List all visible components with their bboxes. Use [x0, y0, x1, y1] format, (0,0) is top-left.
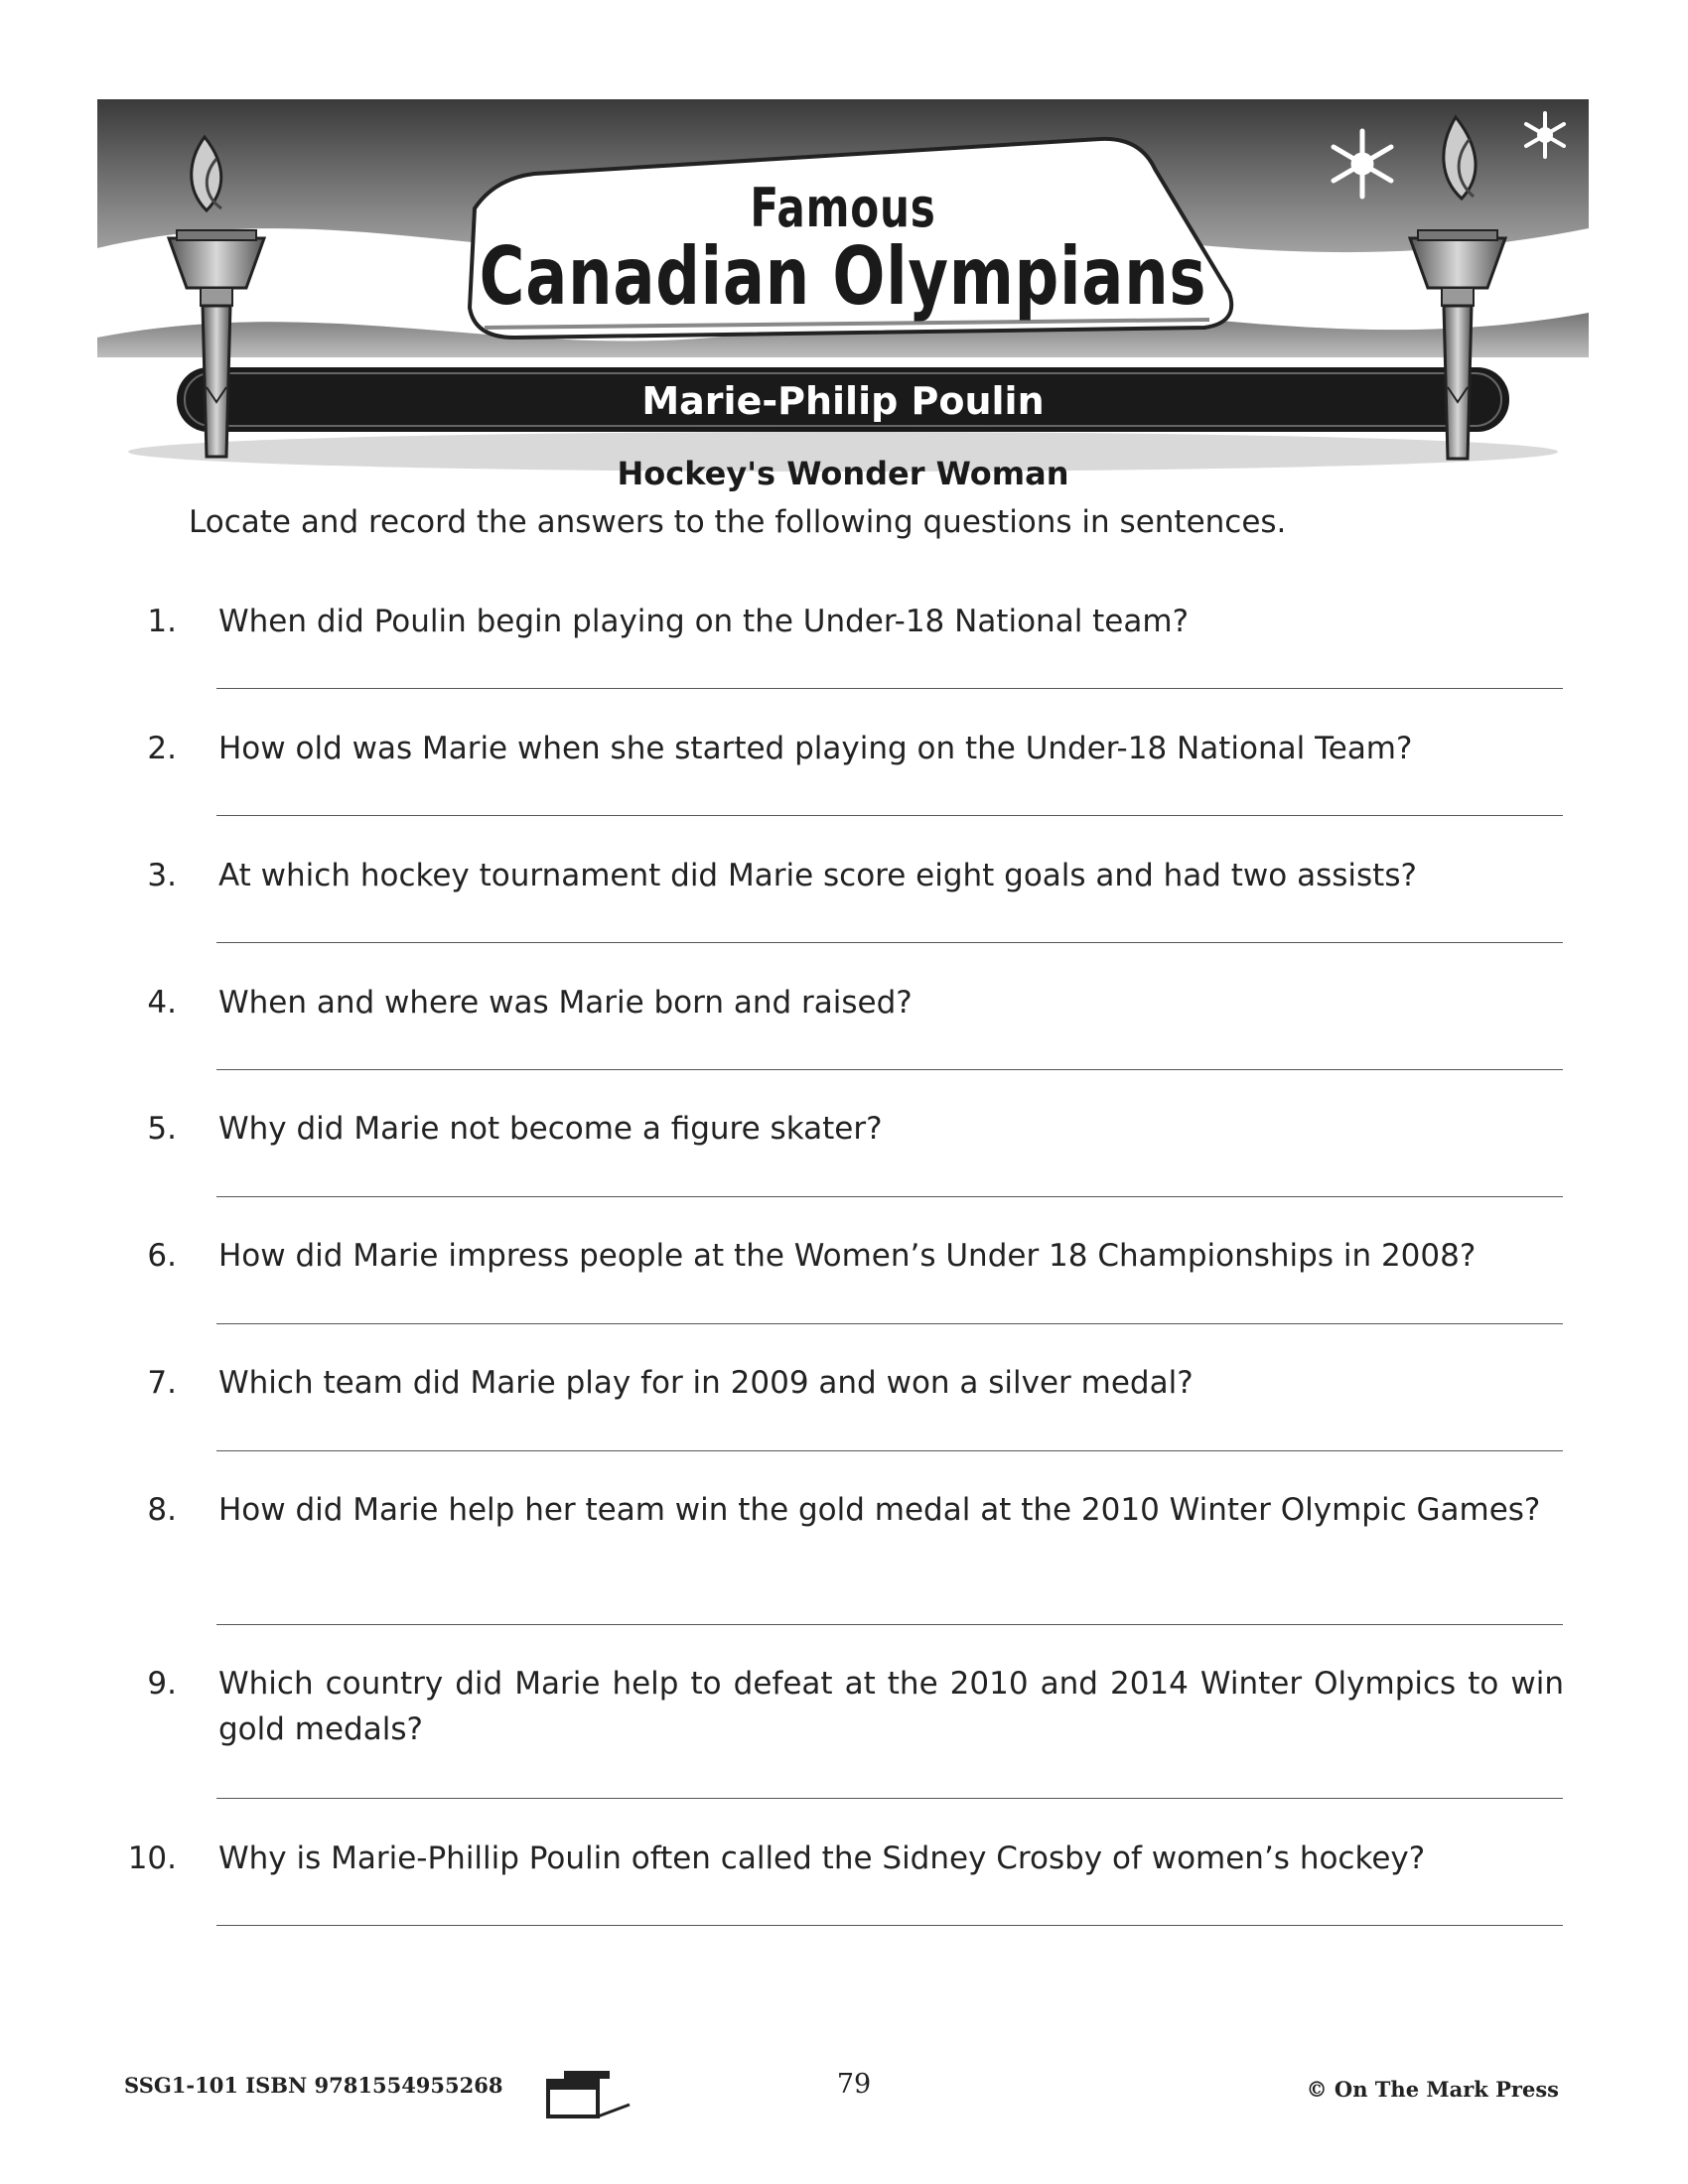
question-text: Which team did Marie play for in 2009 and won a silver medal? [218, 1365, 1194, 1401]
answer-line[interactable] [216, 688, 1563, 689]
answer-line[interactable] [216, 942, 1563, 943]
footer-copyright: © On The Mark Press [1306, 2077, 1559, 2102]
question-text: When did Poulin begin playing on the Under-18 National team? [218, 604, 1190, 639]
reading-icon [544, 2071, 643, 2122]
question-number: 8. [147, 1492, 177, 1528]
title-banner [97, 99, 1589, 492]
question-number: 1. [147, 604, 177, 639]
answer-line[interactable] [216, 1069, 1563, 1070]
question-text: Why did Marie not become a figure skater? [218, 1111, 883, 1147]
series-title-line2: Canadian Olympians [479, 230, 1207, 323]
answer-line[interactable] [216, 1450, 1563, 1451]
answer-line[interactable] [216, 1624, 1563, 1625]
question-number: 2. [147, 731, 177, 766]
question-text: At which hockey tournament did Marie score eight goals and had two assists? [218, 858, 1417, 893]
question-number: 3. [147, 858, 177, 893]
question-text: How old was Marie when she started playing on the Under-18 National Team? [218, 731, 1413, 766]
answer-line[interactable] [216, 815, 1563, 816]
question-text: How did Marie impress people at the Women’s Under 18 Championships in 2008? [218, 1238, 1477, 1274]
page-subtitle: Hockey's Wonder Woman [617, 455, 1069, 492]
instructions: Locate and record the answers to the following questions in sentences. [189, 504, 1287, 540]
question-number: 6. [147, 1238, 177, 1274]
question-number: 4. [147, 985, 177, 1021]
series-title-line1: Famous [750, 177, 936, 239]
footer-isbn: SSG1-101 ISBN 9781554955268 [124, 2073, 503, 2098]
subject-name: Marie-Philip Poulin [641, 379, 1045, 423]
question-number: 10. [127, 1841, 177, 1876]
answer-line[interactable] [216, 1196, 1563, 1197]
answer-line[interactable] [216, 1798, 1563, 1799]
question-number: 7. [147, 1365, 177, 1401]
question-text: Why is Marie-Phillip Poulin often called the Sidney Crosby of women’s hockey? [218, 1841, 1426, 1876]
question-text: Which country did Marie help to defeat at the 2010 and 2014 Winter Olympics to win gold medals? [218, 1666, 1564, 1747]
question-number: 9. [147, 1666, 177, 1702]
answer-line[interactable] [216, 1925, 1563, 1926]
question-number: 5. [147, 1111, 177, 1147]
question-text: When and where was Marie born and raised? [218, 985, 913, 1021]
page-number: 79 [836, 2069, 872, 2100]
question-text: How did Marie help her team win the gold medal at the 2010 Winter Olympic Games? [218, 1492, 1541, 1528]
answer-line[interactable] [216, 1323, 1563, 1324]
